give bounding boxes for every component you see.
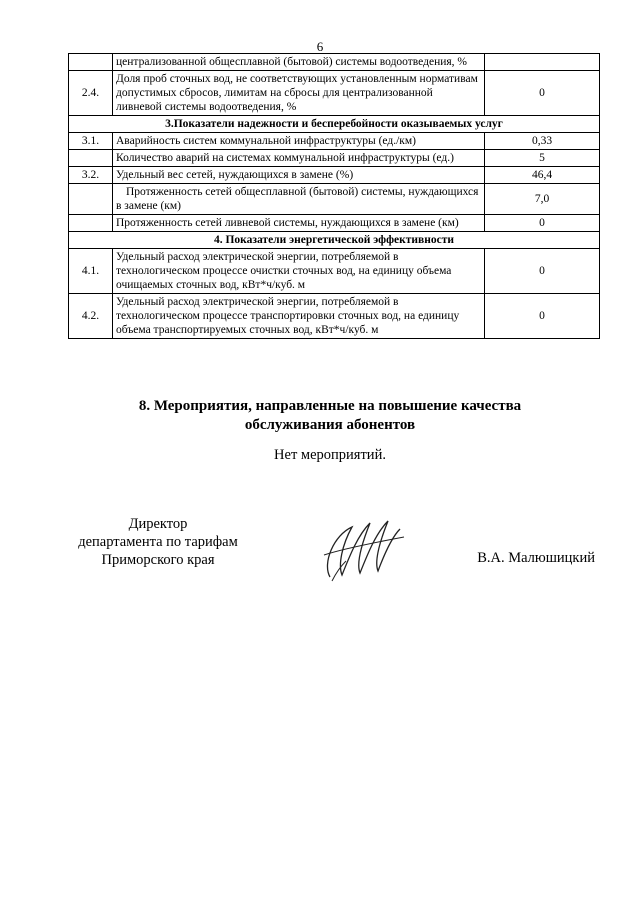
indicator-value: 0 — [485, 294, 600, 339]
indicator-value — [485, 54, 600, 71]
page-number: 6 — [316, 39, 324, 54]
table-section-row — [69, 116, 600, 133]
table-row — [69, 249, 600, 294]
section-8-heading: 8. Мероприятия, направленные на повышение качества обслуживания абонентов — [138, 398, 522, 433]
section-title: 3.Показатели надежности и бесперебойности оказываемых услуг — [69, 116, 600, 133]
signer-position — [58, 515, 258, 569]
row-number: 4.2. — [69, 294, 113, 339]
indicator-name: Количество аварий на системах коммунальной инфраструктуры (ед.) — [113, 150, 485, 167]
signer-position-line: департамента по тарифам — [78, 534, 238, 550]
row-number: 3.1. — [69, 133, 113, 150]
indicator-value: 46,4 — [485, 167, 600, 184]
indicator-name: централизованной общесплавной (бытовой) системы водоотведения, % — [113, 54, 485, 71]
table-row — [69, 71, 600, 116]
table-section-row — [69, 232, 600, 249]
indicator-value: 5 — [485, 150, 600, 167]
table-row — [69, 184, 600, 215]
section-8-body: Нет мероприятий. — [274, 447, 386, 463]
indicator-name: Доля проб сточных вод, не соответствующих установленным нормативам допустимых сбросов, лимитам на сбросы для централизованной ливневой системы водоотведения, % — [113, 71, 485, 116]
table-row — [69, 133, 600, 150]
row-number — [69, 184, 113, 215]
indicator-name: Удельный расход электрической энергии, потребляемой в технологическом процессе транспортировки сточных вод, на единицу объема транспортируемых сточных вод, кВт*ч/куб. м — [113, 294, 485, 339]
indicators-table — [68, 53, 600, 339]
signer-name: В.А. Малюшицкий — [477, 550, 595, 566]
indicator-name: Удельный расход электрической энергии, потребляемой в технологическом процессе очистки сточных вод, на единицу объема очищаемых сточных вод, кВт*ч/куб. м — [113, 249, 485, 294]
signer-position-line: Директор — [128, 516, 188, 532]
indicator-name: Аварийность систем коммунальной инфраструктуры (ед./км) — [113, 133, 485, 150]
indicator-name: Протяженность сетей ливневой системы, нуждающихся в замене (км) — [113, 215, 485, 232]
table-row — [69, 167, 600, 184]
indicator-value: 0,33 — [485, 133, 600, 150]
indicator-value: 0 — [485, 249, 600, 294]
row-number — [69, 54, 113, 71]
row-number: 3.2. — [69, 167, 113, 184]
indicator-value: 0 — [485, 215, 600, 232]
table-row — [69, 215, 600, 232]
indicators-table-body — [69, 54, 600, 339]
handwritten-signature — [312, 515, 412, 585]
indicator-value: 7,0 — [485, 184, 600, 215]
table-row — [69, 150, 600, 167]
signer-position-line: Приморского края — [101, 552, 215, 568]
indicator-value: 0 — [485, 71, 600, 116]
row-number: 2.4. — [69, 71, 113, 116]
row-number: 4.1. — [69, 249, 113, 294]
indicator-name: Удельный вес сетей, нуждающихся в замене (%) — [113, 167, 485, 184]
row-number — [69, 150, 113, 167]
row-number — [69, 215, 113, 232]
table-row — [69, 294, 600, 339]
section-title: 4. Показатели энергетической эффективности — [69, 232, 600, 249]
table-row — [69, 54, 600, 71]
indicator-name: Протяженность сетей общесплавной (бытовой) системы, нуждающихся в замене (км) — [113, 184, 485, 215]
